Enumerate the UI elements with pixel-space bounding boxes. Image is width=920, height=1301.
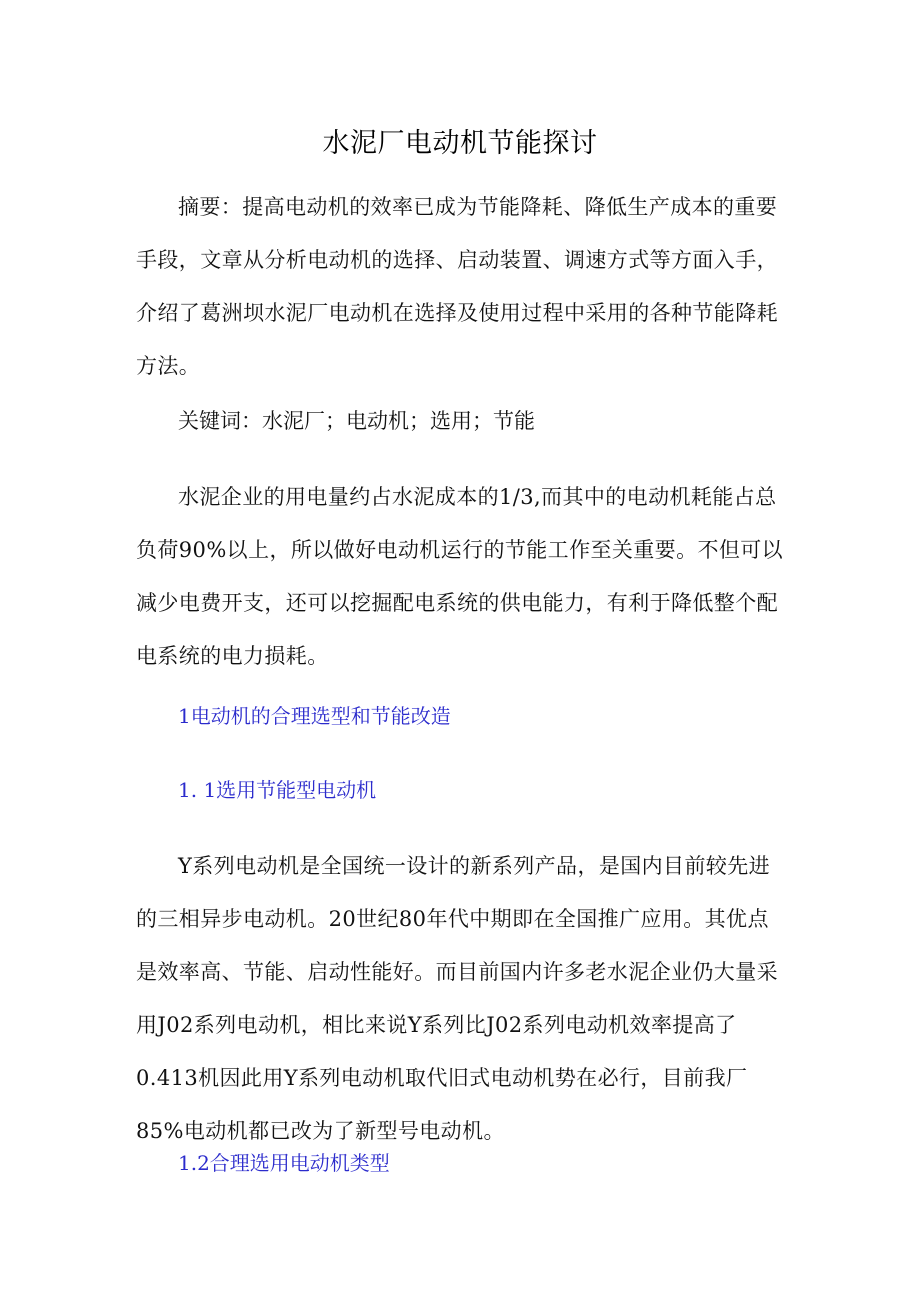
- section-1-2-heading: 1.2合理选用电动机类型: [178, 1151, 390, 1175]
- section-1-1-paragraph: Y系列电动机是全国统一设计的新系列产品，是国内目前较先进的三相异步电动机。20世纪80年代中期即在全国推广应用。其优点是效率高、节能、启动性能好。而目前国内许多老水泥企业仍大量采用J02系列电动机，相比来说Y系列比J02系列电动机效率提高了0.413机因此用Y系列电动机取代旧式电动机势在必行，目前我厂85%电动机都已改为了新型号电动机。: [136, 854, 778, 1143]
- keywords-line: 关键词：水泥厂；电动机；选用；节能: [178, 409, 535, 433]
- document-title: 水泥厂电动机节能探讨: [322, 128, 598, 159]
- section-1-heading: 1电动机的合理选型和节能改造: [178, 704, 451, 728]
- intro-paragraph: 水泥企业的用电量约占水泥成本的1/3,而其中的电动机耗能占总负荷90%以上，所以做好电动机运行的节能工作至关重要。不但可以减少电费开支，还可以挖掘配电系统的供电能力，有利于降低整个配电系统的电力损耗。: [136, 485, 784, 668]
- abstract-paragraph: 摘要：提高电动机的效率已成为节能降耗、降低生产成本的重要手段，文章从分析电动机的选择、启动装置、调速方式等方面入手，介绍了葛洲坝水泥厂电动机在选择及使用过程中采用的各种节能降耗方法。: [136, 195, 778, 378]
- section-1-1-heading: 1. 1选用节能型电动机: [178, 778, 377, 802]
